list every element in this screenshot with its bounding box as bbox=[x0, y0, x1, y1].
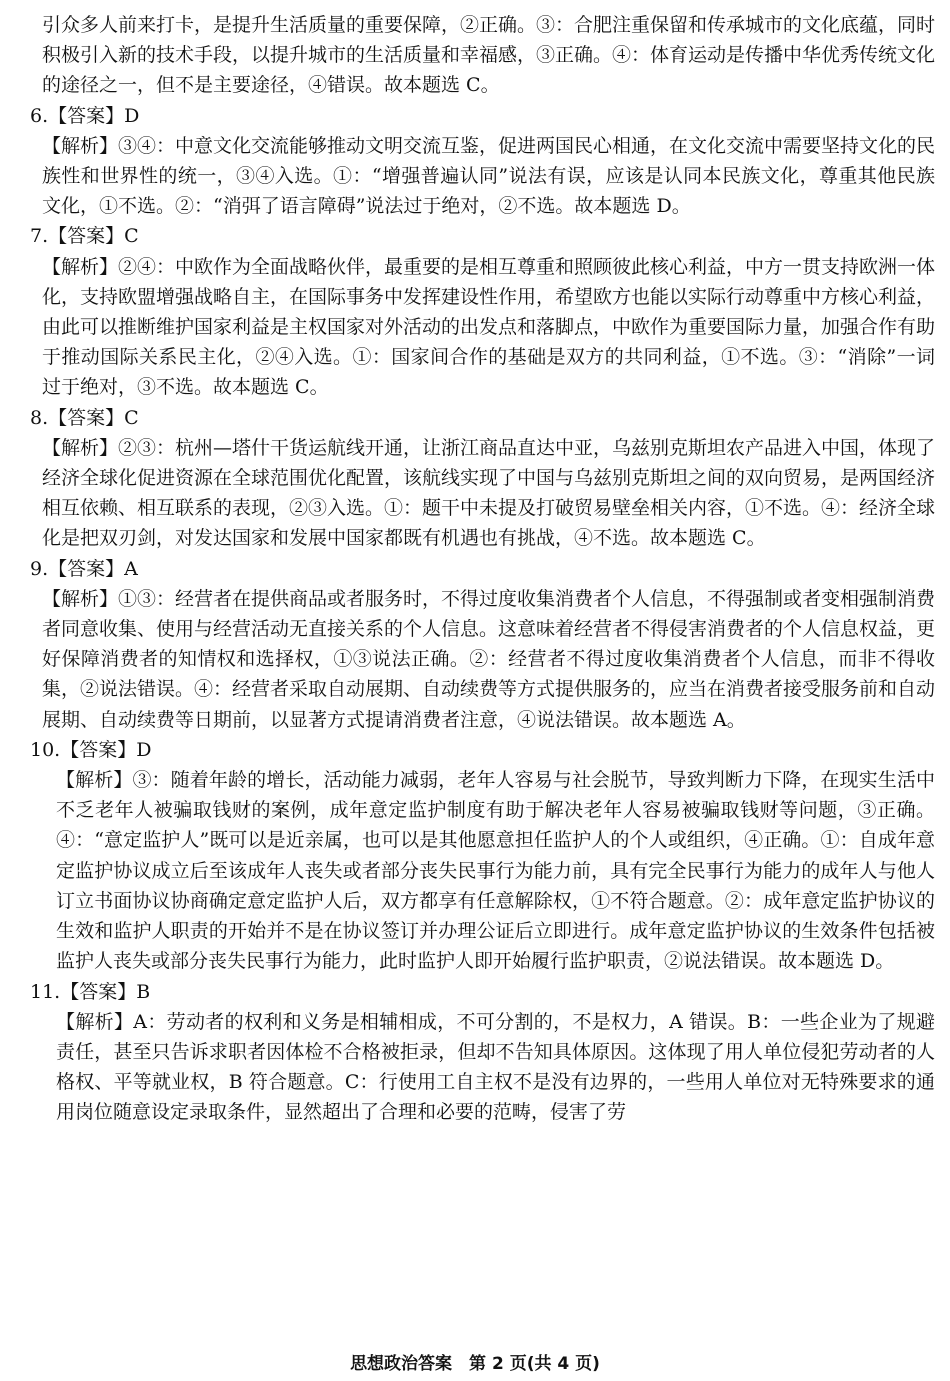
answer-label: 【答案】 bbox=[48, 225, 125, 248]
answer-line bbox=[30, 554, 935, 584]
answer-label: 【答案】 bbox=[60, 980, 137, 1003]
answer-label: 【答案】 bbox=[48, 406, 125, 429]
question-number: 9. bbox=[30, 557, 49, 580]
answer-line bbox=[30, 101, 935, 131]
question-number: 7. bbox=[30, 225, 49, 248]
question-number: 11. bbox=[30, 980, 61, 1003]
answer-value: C bbox=[124, 406, 139, 429]
explanation-paragraph: 【解析】A：劳动者的权利和义务是相辅相成，不可分割的，不是权力，A 错误。B：一些企业为了规避责任，甚至只告诉求职者因体检不合格被拒录，但却不告知具体原因。这体现了用人单位侵犯劳动者的人格权、平等就业权，B 符合题意。C：行使用工自主权不是没有边界的，一些用人单位对无特殊要求的通用岗位随意设定录取条件，显然超出了合理和必要的范畴，侵害了劳 bbox=[56, 1010, 935, 1124]
answer-value: A bbox=[124, 557, 138, 580]
page-footer: 思想政治答案 第 2 页(共 4 页) bbox=[350, 1354, 600, 1374]
answer-line bbox=[30, 977, 935, 1007]
question-item-9 bbox=[30, 554, 935, 735]
answer-content bbox=[30, 10, 935, 1128]
question-item-10 bbox=[30, 735, 935, 977]
answer-line bbox=[30, 735, 935, 765]
question-item-11 bbox=[30, 977, 935, 1128]
explanation-paragraph: 【解析】③：随着年龄的增长，活动能力减弱，老年人容易与社会脱节，导致判断力下降，在现实生活中不乏老年人被骗取钱财的案例，成年意定监护制度有助于解决老年人容易被骗取钱财等问题，③正确。④：“意定监护人”既可以是近亲属，也可以是其他愿意担任监护人的个人或组织，④正确。①：自成年意定监护协议成立后至该成年人丧失或者部分丧失民事行为能力前，具有完全民事行为能力的成年人与他人订立书面协议协商确定意定监护人后，双方都享有任意解除权，①不符合题意。②：成年意定监护协议的生效和监护人职责的开始并不是在协议签订并办理公证后立即进行。成年意定监护协议的生效条件包括被监护人丧失或部分丧失民事行为能力，此时监护人即开始履行监护职责，②说法错误。故本题选 D。 bbox=[56, 769, 935, 973]
explanation-paragraph: 【解析】②③：杭州—塔什干货运航线开通，让浙江商品直达中亚，乌兹别克斯坦农产品进入中国，体现了经济全球化促进资源在全球范围优化配置，该航线实现了中国与乌兹别克斯坦之间的双向贸易，是两国经济相互依赖、相互联系的表现，②③入选。①：题干中未提及打破贸易壁垒相关内容，①不选。④：经济全球化是把双刃剑，对发达国家和发展中国家都既有机遇也有挑战，④不选。故本题选 C。 bbox=[42, 436, 936, 550]
answer-label: 【答案】 bbox=[48, 557, 125, 580]
question-number: 10. bbox=[30, 738, 61, 761]
question-item-7 bbox=[30, 221, 935, 402]
question-item-8 bbox=[30, 403, 935, 554]
answer-label: 【答案】 bbox=[60, 738, 137, 761]
question-number: 6. bbox=[30, 104, 49, 127]
intro-paragraph: 引众多人前来打卡，是提升生活质量的重要保障，②正确。③：合肥注重保留和传承城市的文化底蕴，同时积极引入新的技术手段，以提升城市的生活质量和幸福感，③正确。④：体育运动是传播中华优秀传统文化的途径之一，但不是主要途径，④错误。故本题选 C。 bbox=[42, 14, 936, 97]
explanation-paragraph: 【解析】②④：中欧作为全面战略伙伴，最重要的是相互尊重和照顾彼此核心利益，中方一贯支持欧洲一体化，支持欧盟增强战略自主，在国际事务中发挥建设性作用，希望欧方也能以实际行动尊重中方核心利益，由此可以推断维护国家利益是主权国家对外活动的出发点和落脚点，中欧作为重要国际力量，加强合作有助于推动国际关系民主化，②④入选。①：国家间合作的基础是双方的共同利益，①不选。③：“消除”一词过于绝对，③不选。故本题选 C。 bbox=[42, 255, 936, 399]
question-item-6 bbox=[30, 101, 935, 222]
answer-value: B bbox=[136, 980, 151, 1003]
explanation-paragraph: 【解析】①③：经营者在提供商品或者服务时，不得过度收集消费者个人信息，不得强制或者变相强制消费者同意收集、使用与经营活动无直接关系的个人信息。这意味着经营者不得侵害消费者的个人信息权益，更好保障消费者的知情权和选择权，①③说法正确。②：经营者不得过度收集消费者个人信息，而非不得收集，②说法错误。④：经营者采取自动展期、自动续费等方式提供服务的，应当在消费者接受服务前和自动展期、自动续费等日期前，以显著方式提请消费者注意，④说法错误。故本题选 A。 bbox=[42, 587, 936, 731]
answer-value: C bbox=[124, 225, 139, 248]
explanation-paragraph: 【解析】③④：中意文化交流能够推动文明交流互鉴，促进两国民心相通，在文化交流中需要坚持文化的民族性和世界性的统一，③④入选。①：“增强普遍认同”说法有误，应该是认同本民族文化，尊重其他民族文化，①不选。②：“消弭了语言障碍”说法过于绝对，②不选。故本题选 D。 bbox=[42, 134, 936, 218]
answer-value: D bbox=[136, 738, 152, 761]
answer-label: 【答案】 bbox=[48, 104, 125, 127]
question-number: 8. bbox=[30, 406, 49, 429]
answer-line bbox=[30, 403, 935, 433]
answer-value: D bbox=[124, 104, 140, 127]
answer-line bbox=[30, 221, 935, 251]
